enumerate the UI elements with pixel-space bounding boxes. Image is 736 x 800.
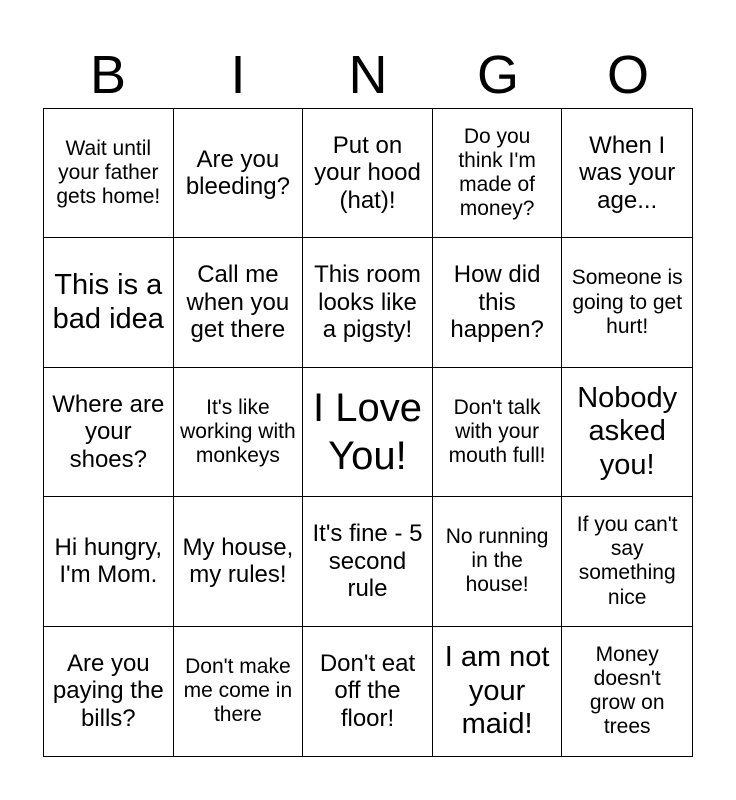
bingo-cell-r4-c5[interactable]: If you can't say something nice	[562, 497, 692, 626]
bingo-cell-r2-c5[interactable]: Someone is going to get hurt!	[562, 238, 692, 367]
bingo-cell-r4-c4[interactable]: No running in the house!	[433, 497, 563, 626]
bingo-cell-r2-c1[interactable]: This is a bad idea	[44, 238, 174, 367]
bingo-cell-r5-c3[interactable]: Don't eat off the floor!	[303, 627, 433, 756]
bingo-cell-r3-c3[interactable]: I Love You!	[303, 368, 433, 497]
bingo-cell-r5-c5[interactable]: Money doesn't grow on trees	[589, 643, 665, 739]
bingo-cell-r1-c2[interactable]: Are you bleeding?	[174, 109, 304, 238]
bingo-cell-r5-c1[interactable]: Are you paying the bills?	[44, 627, 174, 756]
header-letter-n: N	[348, 45, 388, 105]
bingo-cell-r3-c4[interactable]: Don't talk with your mouth full!	[433, 368, 563, 497]
bingo-cell-r2-c4[interactable]: How did this happen?	[433, 238, 563, 367]
bingo-board	[43, 108, 693, 757]
bingo-cell-r1-c4[interactable]: Do you think I'm made of money?	[433, 109, 563, 238]
bingo-cell-r1-c3[interactable]: Put on your hood (hat)!	[303, 109, 433, 238]
bingo-cell-r3-c2[interactable]: It's like working with monkeys	[174, 368, 304, 497]
bingo-cell-r3-c1[interactable]: Where are your shoes?	[44, 368, 174, 497]
bingo-cell-r4-c2[interactable]: My house, my rules!	[174, 497, 304, 626]
bingo-cell-r1-c1[interactable]: Wait until your father gets home!	[44, 109, 174, 238]
bingo-header	[43, 42, 693, 108]
bingo-cell-r2-c2[interactable]: Call me when you get there	[174, 238, 304, 367]
bingo-cell-r3-c5[interactable]: Nobody asked you!	[562, 368, 692, 497]
bingo-cell-r4-c3[interactable]: It's fine - 5 second rule	[303, 497, 433, 626]
bingo-cell-r5-c2[interactable]: Don't make me come in there	[174, 627, 304, 756]
header-letter-g: G	[476, 45, 519, 105]
bingo-cell-r1-c5[interactable]: When I was your age...	[562, 109, 692, 238]
header-letter-o: O	[606, 45, 649, 105]
bingo-cell-r4-c1[interactable]: Hi hungry, I'm Mom.	[44, 497, 174, 626]
bingo-cell-r5-c4[interactable]: I am not your maid!	[433, 627, 563, 756]
header-letter-i: I	[230, 45, 246, 105]
bingo-cell-r2-c3[interactable]: This room looks like a pigsty!	[303, 238, 433, 367]
header-letter-b: B	[89, 45, 127, 105]
